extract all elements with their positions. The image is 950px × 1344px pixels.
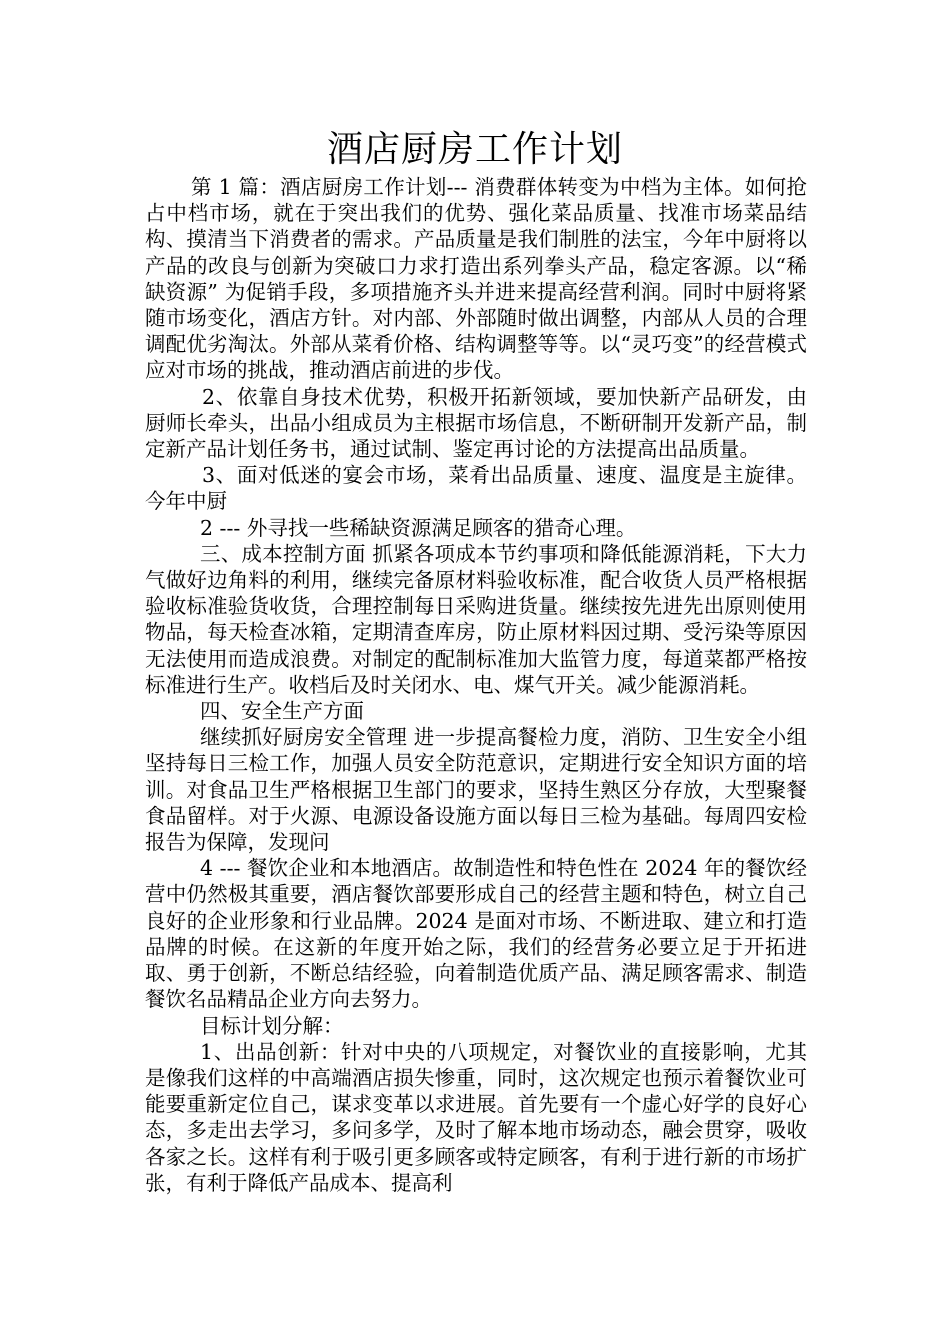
paragraph-banquet-market: 3、面对低迷的宴会市场，菜肴出品质量、速度、温度是主旋律。今年中厨 (145, 463, 807, 514)
paragraph-product-innovation: 1、出品创新：针对中央的八项规定，对餐饮业的直接影响，尤其是像我们这样的中高端酒店损失惨重，同时，这次规定也预示着餐饮业可能要重新定位自己，谋求变革以求进展。首先要有一个虚心好学的良好心态，多走出去学习，多问多学，及时了解本地市场动态，融会贯穿，吸收各家之长。这样有利于吸引更多顾客或特定顾客，有利于进行新的市场扩张，有利于降低产品成本、提高利 (145, 1039, 807, 1195)
paragraph-page-2-fragment: 2 --- 外寻找一些稀缺资源满足顾客的猎奇心理。 (200, 515, 637, 540)
document-body (145, 174, 807, 1196)
heading-target-breakdown: 目标计划分解： (200, 1013, 344, 1038)
paragraph-new-product: 2、依靠自身技术优势，积极开拓新领域，要加快新产品研发，由厨师长牵头，出品小组成员为主根据市场信息，不断研制开发新产品，制定新产品计划任务书，通过试制、鉴定再讨论的方法提高出品质量。 (145, 384, 807, 462)
paragraph-page-4-fragment: 4 --- 餐饮企业和本地酒店。故制造性和特色性在 2024 年的餐饮经营中仍然极其重要，酒店餐饮部要形成自己的经营主题和特色，树立自己良好的企业形象和行业品牌。2024 是面对市场、不断进取、建立和打造品牌的时候。在这新的年度开始之际，我们的经营务必要立足于开拓进取、勇于创新，不断总结经验，向着制造优质产品、满足顾客需求、制造餐饮名品精品企业方向去努力。 (145, 856, 807, 1012)
document-title: 酒店厨房工作计划 (326, 129, 623, 170)
paragraph-intro: 第 1 篇：酒店厨房工作计划--- 消费群体转变为中档为主体。如何抢占中档市场，就在于突出我们的优势、强化菜品质量、找准市场菜品结构、摸清当下消费者的需求。产品质量是我们制胜的法宝，今年中厨将以产品的改良与创新为突破口力求打造出系列拳头产品，稳定客源。以“稀缺资源” 为促销手段，多项措施齐头并进来提高经营利润。同时中厨将紧随市场变化，酒店方针。对内部、外部随时做出调整，内部从人员的合理调配优劣淘汰。外部从菜肴价格、结构调整等等。以“灵巧变”的经营模式应对市场的挑战，推动酒店前进的步伐。 (145, 175, 807, 383)
heading-safety-production: 四、安全生产方面 (200, 699, 364, 724)
paragraph-safety-management: 继续抓好厨房安全管理 进一步提高餐检力度，消防、卫生安全小组坚持每日三检工作，加强人员安全防范意识，定期进行安全知识方面的培训。对食品卫生严格根据卫生部门的要求，坚持生熟区分存放，大型聚餐食品留样。对于火源、电源设备设施方面以每日三检为基础。每周四安检报告为保障，发现问 (145, 725, 807, 855)
paragraph-cost-control: 三、成本控制方面 抓紧各项成本节约事项和降低能源消耗，下大力气做好边角料的利用，继续完备原材料验收标准，配合收货人员严格根据验收标准验货收货，合理控制每日采购进货量。继续按先进先出原则使用物品，每天检查冰箱，定期清查库房，防止原材料因过期、受污染等原因无法使用而造成浪费。对制定的配制标准加大监管力度，每道菜都严格按标准进行生产。收档后及时关闭水、电、煤气开关。减少能源消耗。 (145, 541, 807, 697)
